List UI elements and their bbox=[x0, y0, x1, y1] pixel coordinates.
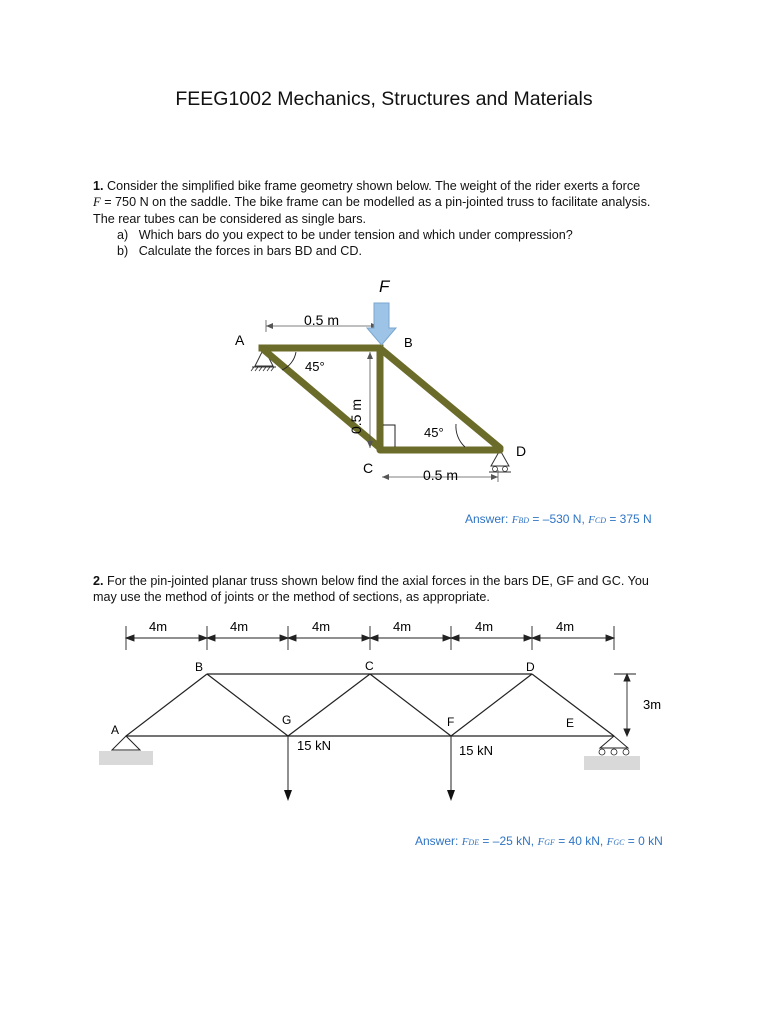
angle-d-label: 45° bbox=[424, 425, 444, 440]
node-e-label: E bbox=[566, 716, 575, 730]
span-5-label: 4m bbox=[475, 619, 494, 634]
node-f-label: F bbox=[447, 715, 455, 729]
span-4-label: 4m bbox=[393, 619, 412, 634]
roller-support-e bbox=[584, 736, 640, 770]
span-dimensions bbox=[126, 626, 614, 650]
load-f-label: 15 kN bbox=[459, 743, 493, 758]
node-c-label: C bbox=[365, 659, 374, 673]
q2-line-1: 2. For the pin-jointed planar truss shown below find the axial forces in the bars DE, GF and GC. You bbox=[93, 574, 649, 588]
q1-line-3: The rear tubes can be considered as single bars. bbox=[93, 211, 367, 226]
node-b-label: B bbox=[404, 335, 413, 350]
truss-members bbox=[126, 674, 614, 736]
node-d-label: D bbox=[526, 660, 535, 674]
force-label: F bbox=[379, 277, 390, 296]
q1-part-b: b) Calculate the forces in bars BD and CD. bbox=[117, 244, 362, 258]
load-g-label: 15 kN bbox=[297, 738, 331, 753]
q2-answer: Answer: FDE = –25 kN, FGF = 40 kN, FGC = 0 kN bbox=[415, 834, 663, 848]
q1-line-2: F = 750 N on the saddle. The bike frame can be modelled as a pin-jointed truss to facilitate analysis. bbox=[93, 195, 651, 210]
q1-answer: Answer: FBD = –530 N, FCD = 375 N bbox=[465, 512, 652, 526]
node-a-label: A bbox=[111, 723, 120, 737]
span-6-label: 4m bbox=[556, 619, 575, 634]
q1-line-1: 1. Consider the simplified bike frame geometry shown below. The weight of the rider exerts a force bbox=[93, 179, 641, 193]
bike-frame-diagram bbox=[0, 270, 768, 500]
q2-line-2: may use the method of joints or the method of sections, as appropriate. bbox=[93, 590, 490, 605]
node-d-label: D bbox=[516, 443, 527, 459]
node-g-label: G bbox=[282, 713, 292, 727]
dim-vertical-label: 0.5 m bbox=[348, 398, 364, 434]
span-2-label: 4m bbox=[230, 619, 249, 634]
load-arrow-g bbox=[284, 736, 292, 801]
frame-bars bbox=[262, 348, 500, 450]
node-b-label: B bbox=[195, 660, 204, 674]
dim-top-label: 0.5 m bbox=[304, 312, 340, 328]
page-title: FEEG1002 Mechanics, Structures and Materials bbox=[175, 88, 593, 110]
planar-truss-diagram bbox=[0, 610, 768, 810]
height-dimension bbox=[614, 674, 636, 736]
load-arrow-f bbox=[447, 736, 455, 801]
question-1-text bbox=[93, 178, 693, 227]
pin-support-a bbox=[99, 736, 153, 765]
span-3-label: 4m bbox=[312, 619, 331, 634]
node-c-label: C bbox=[363, 460, 374, 476]
span-1-label: 4m bbox=[149, 619, 168, 634]
dim-bottom-label: 0.5 m bbox=[423, 467, 459, 483]
question-2-text bbox=[93, 573, 683, 606]
node-a-label: A bbox=[235, 332, 245, 348]
q1-part-a: a) Which bars do you expect to be under tension and which under compression? bbox=[117, 228, 573, 242]
angle-a-label: 45° bbox=[305, 359, 325, 374]
height-label: 3m bbox=[643, 697, 662, 712]
